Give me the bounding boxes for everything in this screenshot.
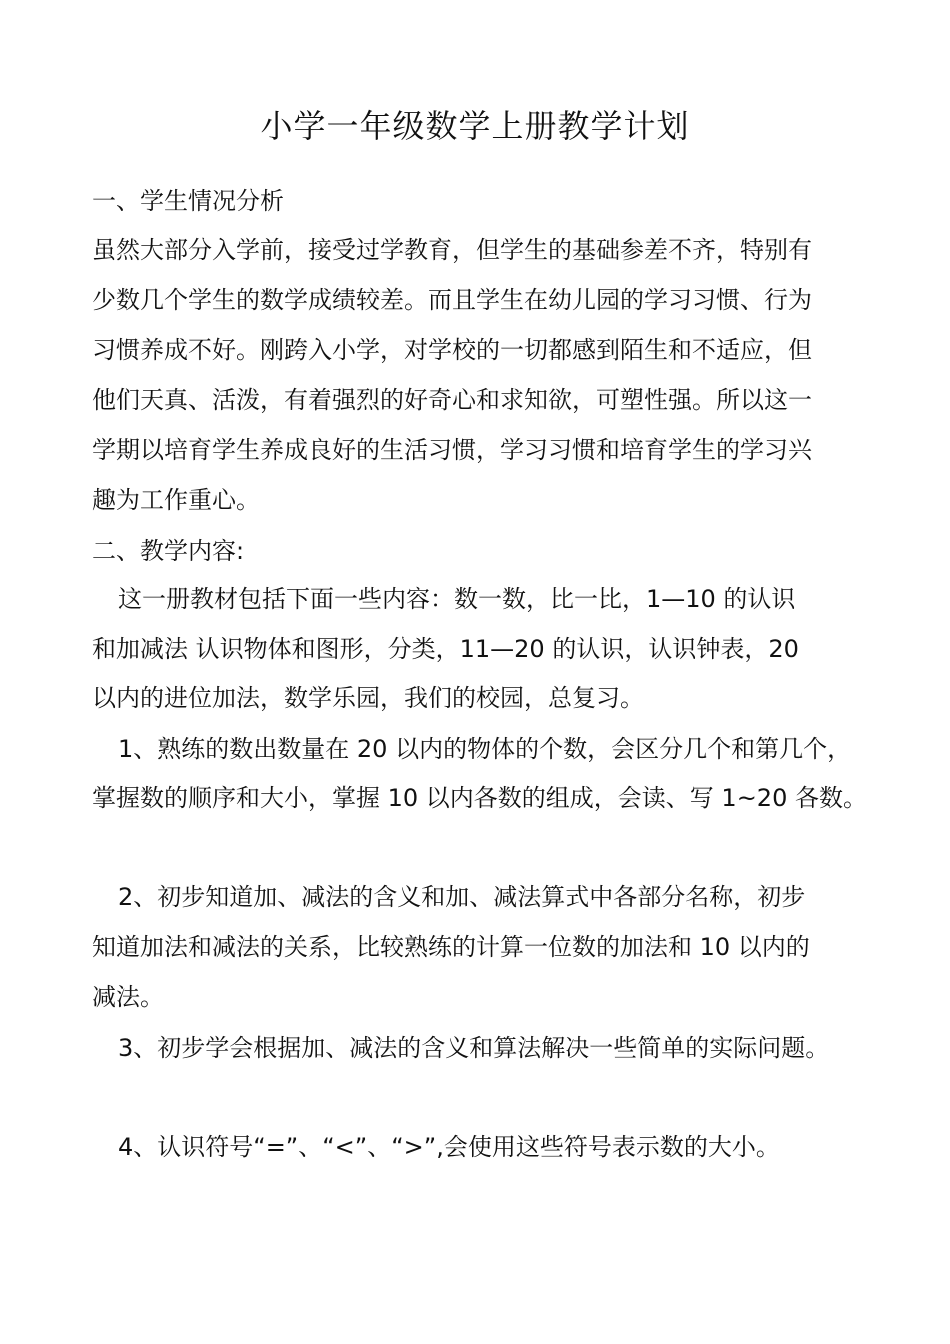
list-item-2-line: 减法。 — [92, 983, 164, 1011]
paragraph-line: 学期以培育学生养成良好的生活习惯，学习习惯和培育学生的学习兴 — [92, 436, 812, 464]
content-line: 和加减法 认识物体和图形，分类，11—20 的认识，认识钟表，20 — [92, 635, 799, 663]
list-item-4-line: 4、认识符号“=”、“<”、“>”,会使用这些符号表示数的大小。 — [118, 1133, 780, 1161]
paragraph-line: 虽然大部分入学前，接受过学教育，但学生的基础参差不齐，特别有 — [92, 236, 812, 264]
content-line: 这一册教材包括下面一些内容：数一数，比一比，1—10 的认识 — [118, 585, 796, 613]
content-line: 以内的进位加法，数学乐园，我们的校园，总复习。 — [92, 684, 644, 712]
section-heading-teaching-content: 二、教学内容: — [92, 537, 245, 565]
list-item-2-line: 2、初步知道加、减法的含义和加、减法算式中各部分名称，初步 — [118, 883, 806, 911]
paragraph-line: 少数几个学生的数学成绩较差。而且学生在幼儿园的学习习惯、行为 — [92, 286, 812, 314]
section-heading-student-analysis: 一、学生情况分析 — [92, 187, 284, 215]
list-item-1-line: 1、熟练的数出数量在 20 以内的物体的个数，会区分几个和第几个， — [118, 735, 852, 763]
list-item-2-line: 知道加法和减法的关系，比较熟练的计算一位数的加法和 10 以内的 — [92, 933, 810, 961]
document-title: 小学一年级数学上册教学计划 — [260, 107, 690, 145]
list-item-1-line: 掌握数的顺序和大小，掌握 10 以内各数的组成，会读、写 1~20 各数。 — [92, 784, 867, 812]
paragraph-line: 习惯养成不好。刚跨入小学，对学校的一切都感到陌生和不适应，但 — [92, 336, 812, 364]
paragraph-line: 他们天真、活泼，有着强烈的好奇心和求知欲，可塑性强。所以这一 — [92, 386, 812, 414]
list-item-3-line: 3、初步学会根据加、减法的含义和算法解决一些简单的实际问题。 — [118, 1034, 830, 1062]
paragraph-line: 趣为工作重心。 — [92, 486, 260, 514]
